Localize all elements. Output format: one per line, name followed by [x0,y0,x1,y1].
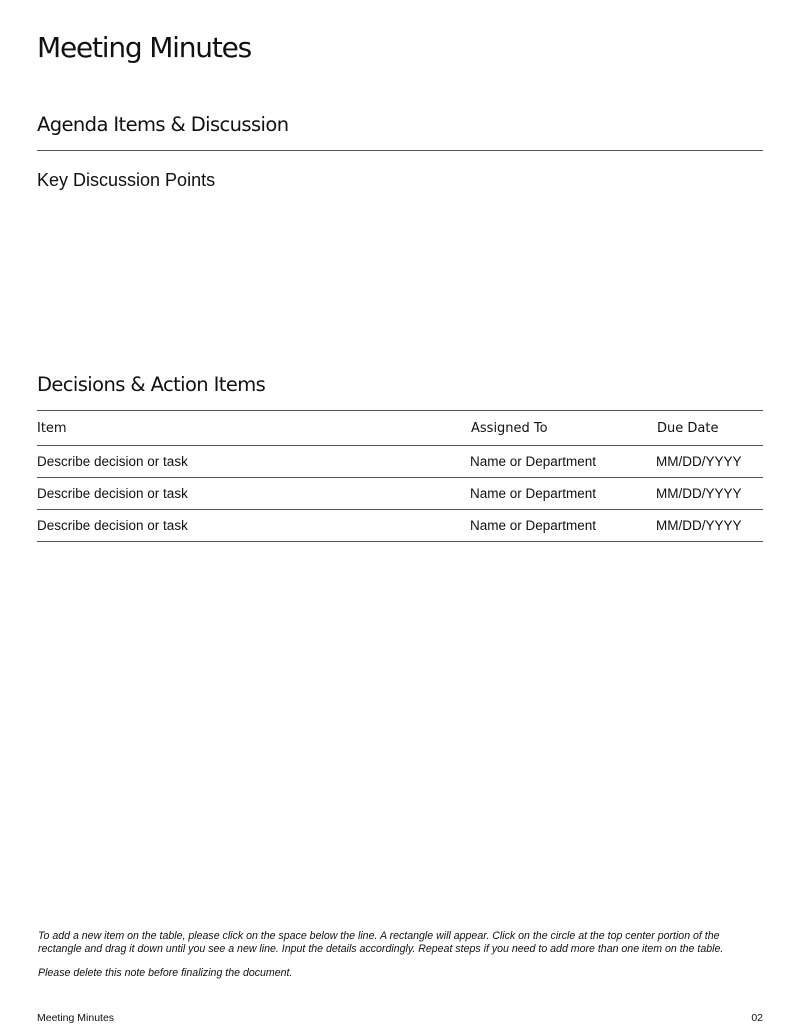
table-instructions-note: To add a new item on the table, please click on the space below the line. A rectangle will appear. Click on the circle at the top center portion of the rectangle and drag it down until you see a new line. Input the details accordingly. Repeat steps if you need to add more than one item on the table. [38,930,724,955]
column-header-assigned-to: Assigned To [471,421,548,436]
item-cell[interactable]: Describe decision or task [37,486,188,501]
agenda-divider [37,150,763,151]
column-header-due-date: Due Date [657,421,719,436]
table-row[interactable] [37,510,763,542]
footer-page-number: 02 [751,1012,763,1024]
due-date-cell[interactable]: MM/DD/YYYY [656,486,742,501]
table-header-row [37,411,763,446]
footer-document-label: Meeting Minutes [37,1012,115,1024]
table-row[interactable] [37,478,763,510]
item-cell[interactable]: Describe decision or task [37,454,188,469]
column-header-item: Item [37,421,67,436]
table-row[interactable] [37,446,763,478]
decisions-heading: Decisions & Action Items [37,373,266,396]
delete-note-reminder: Please delete this note before finalizing the document. [38,967,293,979]
due-date-cell[interactable]: MM/DD/YYYY [656,518,742,533]
key-discussion-points-heading: Key Discussion Points [37,170,216,190]
agenda-heading: Agenda Items & Discussion [37,113,289,136]
assigned-to-cell[interactable]: Name or Department [470,486,597,501]
item-cell[interactable]: Describe decision or task [37,518,188,533]
due-date-cell[interactable]: MM/DD/YYYY [656,454,742,469]
assigned-to-cell[interactable]: Name or Department [470,454,597,469]
assigned-to-cell[interactable]: Name or Department [470,518,597,533]
page-title: Meeting Minutes [37,31,252,64]
action-items-table [37,410,763,542]
